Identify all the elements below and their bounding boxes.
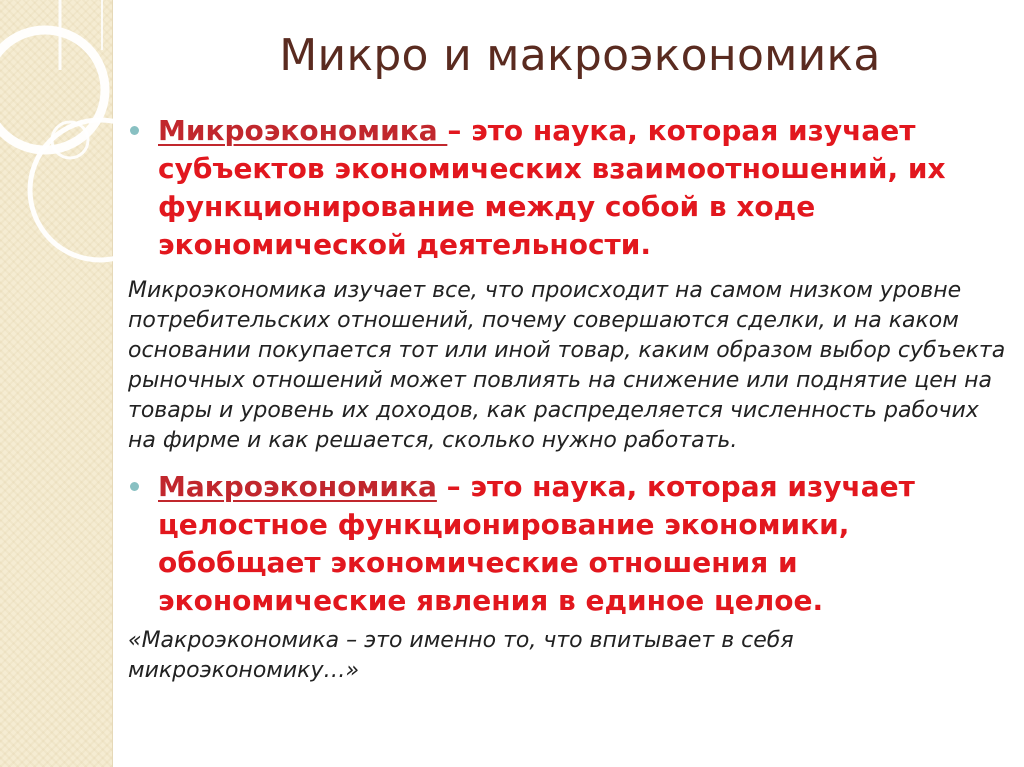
- slide-title: Микро и макроэкономика: [279, 30, 881, 81]
- bullet-dot-icon: [130, 126, 139, 135]
- term-microeconomics: Микроэкономика: [158, 114, 448, 147]
- bullet-microeconomics: [128, 112, 1013, 264]
- note-microeconomics: Микроэкономика изучает все, что происходит на самом низком уровне потребительских отношений, почему совершаются сделки, и на каком основании покупается тот или иной товар, каким образом выбор субъекта рыночных отношений может повлиять на снижение или поднятие цен на товары и уровень их доходов, как распределяется численность рабочих на фирме и как решается, сколько нужно работать.: [128, 278, 1006, 453]
- term-macroeconomics: Макроэкономика: [158, 470, 437, 503]
- slide-content: [128, 112, 1013, 686]
- bullet-dot-icon: [130, 482, 139, 491]
- bullet-macroeconomics: [128, 468, 1013, 620]
- quote-macroeconomics: «Макроэкономика – это именно то, что впитывает в себя микроэкономику…»: [128, 628, 794, 683]
- definition-microeconomics: – это наука, которая изучает субъектов экономических взаимоотношений, их функционирование между собой в ходе экономической деятельности.: [158, 114, 946, 261]
- definition-macroeconomics: – это наука, которая изучает целостное функционирование экономики, обобщает экономические отношения и экономические явления в единое целое.: [158, 470, 915, 617]
